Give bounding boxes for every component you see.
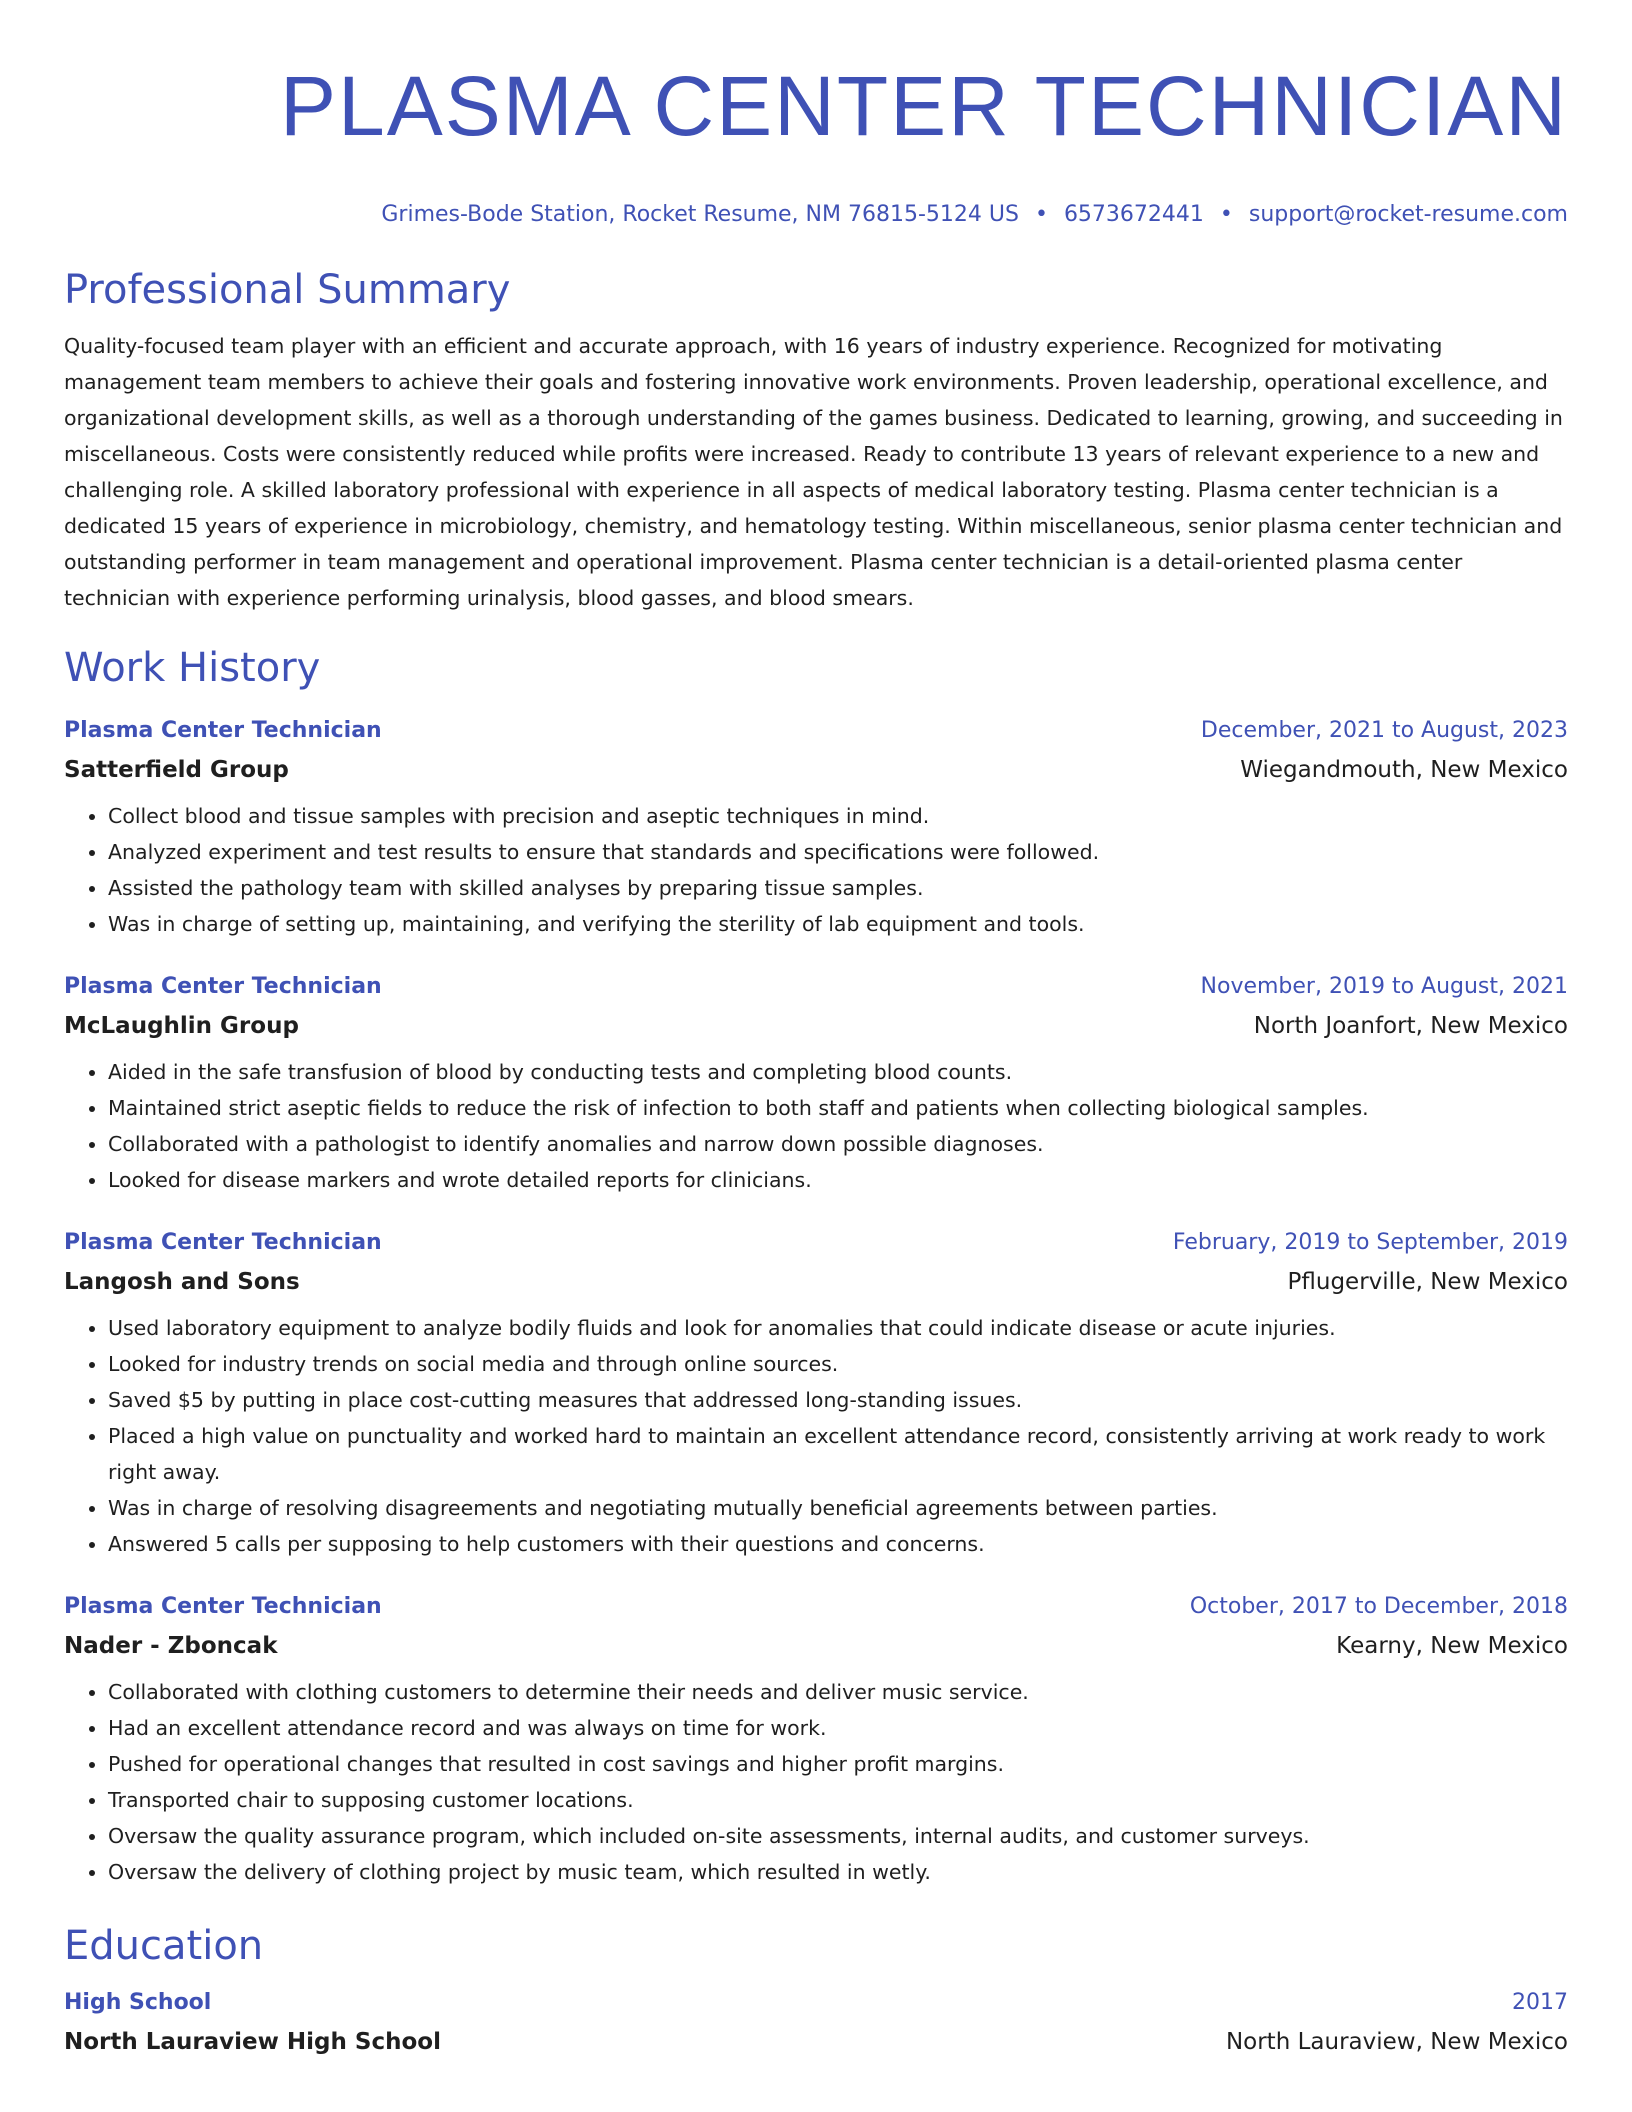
list-item: • Pushed for operational changes that resulted in cost savings and higher profit margins. bbox=[108, 1746, 1568, 1782]
job-bullets bbox=[64, 1674, 1568, 1890]
job-location: Pflugerville, New Mexico bbox=[1287, 1269, 1568, 1295]
job-title: Plasma Center Technician bbox=[64, 1594, 382, 1619]
list-item: • Collaborated with a pathologist to identify anomalies and narrow down possible diagnoses. bbox=[108, 1126, 1568, 1162]
job-entry bbox=[64, 1224, 1568, 1562]
list-item: • Placed a high value on punctuality and worked hard to maintain an excellent attendance record, consistently arriving at work ready to work right away. bbox=[108, 1418, 1568, 1490]
list-item: • Collect blood and tissue samples with precision and aseptic techniques in mind. bbox=[108, 798, 1568, 834]
job-company: McLaughlin Group bbox=[64, 1013, 299, 1039]
education-entry bbox=[64, 1984, 1568, 2062]
education-year: 2017 bbox=[1512, 1990, 1568, 2015]
job-title: Plasma Center Technician bbox=[64, 718, 382, 743]
list-item: • Had an excellent attendance record and was always on time for work. bbox=[108, 1710, 1568, 1746]
job-dates: December, 2021 to August, 2023 bbox=[1200, 718, 1568, 743]
list-item: • Oversaw the delivery of clothing project by music team, which resulted in wetly. bbox=[108, 1854, 1568, 1890]
job-bullets bbox=[64, 798, 1568, 942]
job-dates: November, 2019 to August, 2021 bbox=[1200, 974, 1568, 999]
job-title: Plasma Center Technician bbox=[64, 974, 382, 999]
list-item: • Transported chair to supposing customer locations. bbox=[108, 1782, 1568, 1818]
list-item: • Was in charge of resolving disagreements and negotiating mutually beneficial agreements between parties. bbox=[108, 1490, 1568, 1526]
list-item: • Maintained strict aseptic fields to reduce the risk of infection to both staff and patients when collecting biological samples. bbox=[108, 1090, 1568, 1126]
job-bullets bbox=[64, 1310, 1568, 1562]
job-location: Kearny, New Mexico bbox=[1336, 1633, 1568, 1659]
education-heading: Education bbox=[64, 1923, 264, 1969]
list-item: • Answered 5 calls per supposing to help customers with their questions and concerns. bbox=[108, 1526, 1568, 1562]
job-entry bbox=[64, 1588, 1568, 1890]
list-item: • Oversaw the quality assurance program, which included on-site assessments, internal audits, and customer surveys. bbox=[108, 1818, 1568, 1854]
job-company: Langosh and Sons bbox=[64, 1269, 300, 1295]
list-item: • Collaborated with clothing customers to determine their needs and deliver music service. bbox=[108, 1674, 1568, 1710]
job-entry bbox=[64, 968, 1568, 1198]
job-entry bbox=[64, 712, 1568, 942]
resume-name: PLASMA CENTER TECHNICIAN bbox=[279, 59, 1568, 153]
education-location: North Lauraview, New Mexico bbox=[1225, 2029, 1568, 2055]
job-company: Satterfield Group bbox=[64, 757, 289, 783]
list-item: • Analyzed experiment and test results to ensure that standards and specifications were followed. bbox=[108, 834, 1568, 870]
job-company: Nader - Zboncak bbox=[64, 1633, 278, 1659]
list-item: • Was in charge of setting up, maintaining, and verifying the sterility of lab equipment and tools. bbox=[108, 906, 1568, 942]
list-item: • Looked for industry trends on social media and through online sources. bbox=[108, 1346, 1568, 1382]
contact-email: support@rocket-resume.com bbox=[1248, 202, 1568, 227]
list-item: • Used laboratory equipment to analyze bodily fluids and look for anomalies that could indicate disease or acute injuries. bbox=[108, 1310, 1568, 1346]
job-location: North Joanfort, New Mexico bbox=[1253, 1013, 1568, 1039]
list-item: • Looked for disease markers and wrote detailed reports for clinicians. bbox=[108, 1162, 1568, 1198]
job-title: Plasma Center Technician bbox=[64, 1230, 382, 1255]
resume-page bbox=[64, 0, 1568, 2062]
job-bullets bbox=[64, 1054, 1568, 1198]
summary-text: Quality-focused team player with an efficient and accurate approach, with 16 years of industry experience. Recognized for motivating management team members to achieve their goals and fostering innovative work environments. Proven leadership, operational excellence, and organizational development skills, as well as a thorough understanding of the games business. Dedicated to learning, growing, and succeeding in miscellaneous. Costs were consistently reduced while profits were increased. Ready to contribute 13 years of relevant experience to a new and challenging role. A skilled laboratory professional with experience in all aspects of medical laboratory testing. Plasma center technician is a dedicated 15 years of experience in microbiology, chemistry, and hematology testing. Within miscellaneous, senior plasma center technician and outstanding performer in team management and operational improvement. Plasma center technician is a detail-oriented plasma center technician with experience performing urinalysis, blood gasses, and blood smears. bbox=[64, 334, 1563, 610]
list-item: • Assisted the pathology team with skilled analyses by preparing tissue samples. bbox=[108, 870, 1568, 906]
job-location: Wiegandmouth, New Mexico bbox=[1240, 757, 1568, 783]
work-history-heading: Work History bbox=[64, 645, 321, 691]
contact-address: Grimes-Bode Station, Rocket Resume, NM 76815-5124 US bbox=[381, 202, 1019, 227]
list-item: • Saved $5 by putting in place cost-cutting measures that addressed long-standing issues. bbox=[108, 1382, 1568, 1418]
education-degree: High School bbox=[64, 1990, 212, 2015]
contact-line bbox=[64, 200, 1568, 230]
job-dates: October, 2017 to December, 2018 bbox=[1189, 1594, 1568, 1619]
job-dates: February, 2019 to September, 2019 bbox=[1172, 1230, 1568, 1255]
education-school: North Lauraview High School bbox=[64, 2029, 441, 2055]
contact-separator: • bbox=[1219, 202, 1233, 227]
contact-separator: • bbox=[1034, 202, 1048, 227]
summary-heading: Professional Summary bbox=[64, 267, 511, 313]
contact-phone: 6573672441 bbox=[1063, 202, 1204, 227]
list-item: • Aided in the safe transfusion of blood by conducting tests and completing blood counts. bbox=[108, 1054, 1568, 1090]
